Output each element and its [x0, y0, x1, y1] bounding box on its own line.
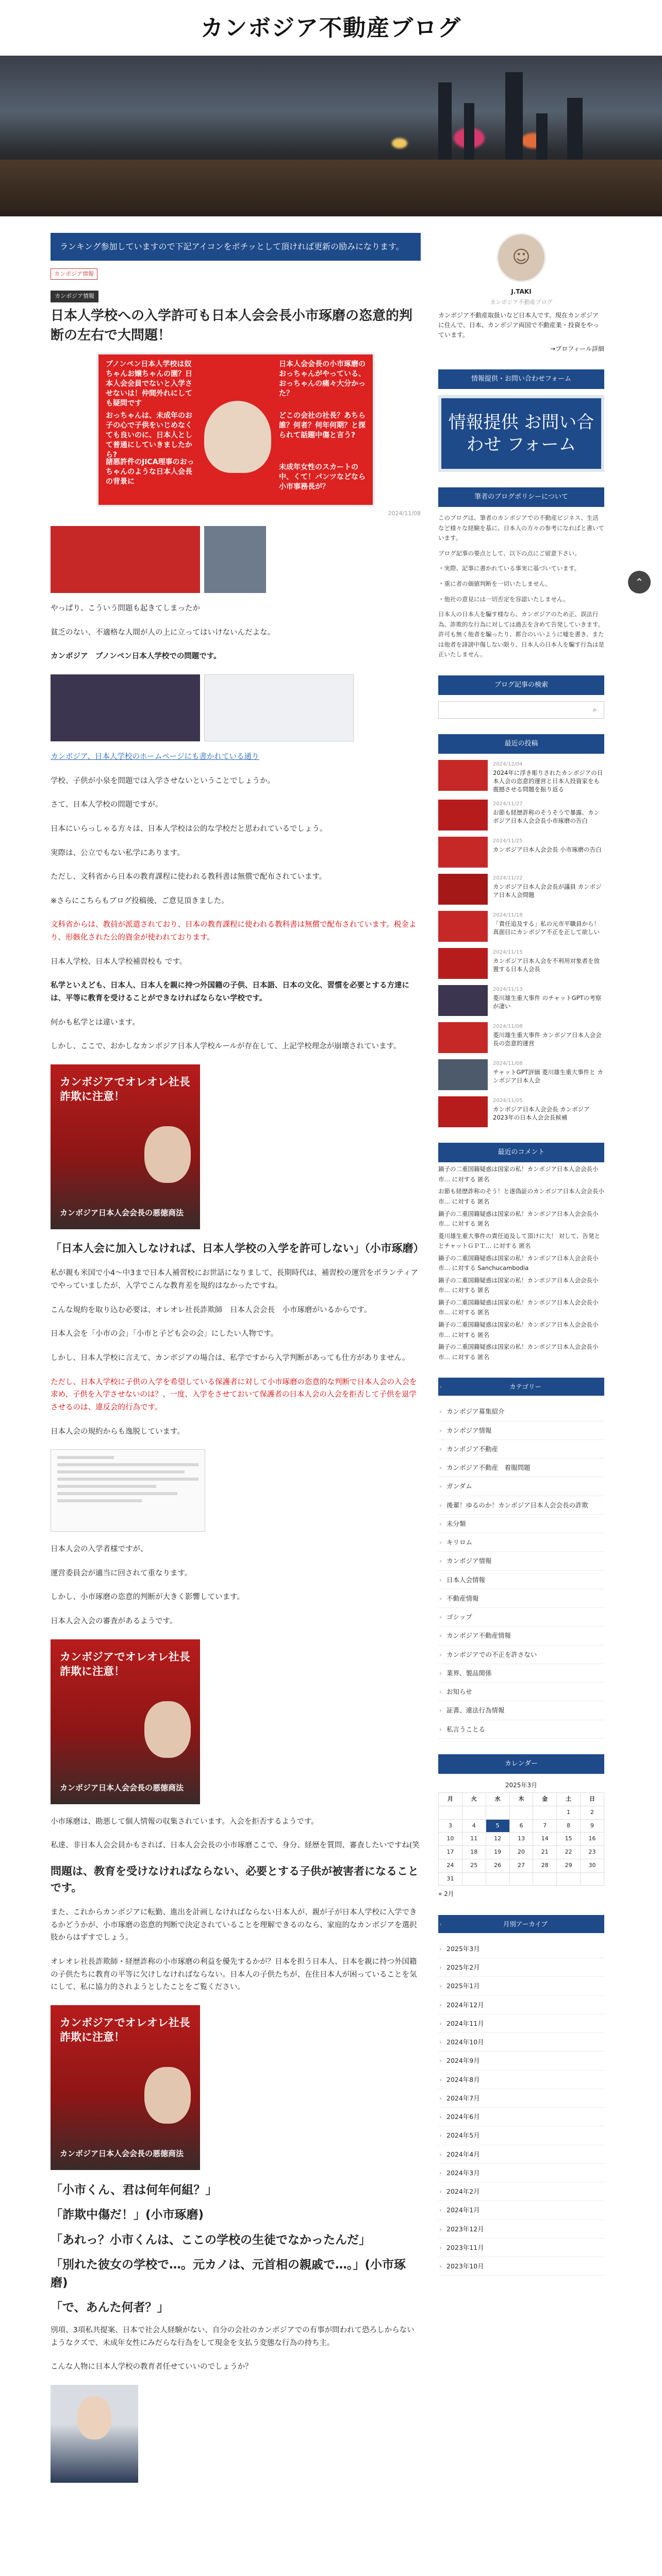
calendar-table: [438, 1780, 604, 1886]
calendar-day: 2: [581, 1806, 604, 1820]
archive-item[interactable]: › 2023年12月: [438, 2220, 604, 2239]
comment-item[interactable]: 鍋子の二重国籍疑惑は国家の私！カンボジア日本人会会長小市… に対する 匿名: [438, 1210, 599, 1228]
post-para: しかし、日本人学校に言えて、カンボジアの場合は、私学ですから入学判断があっても仕方がありません。: [51, 1353, 410, 1362]
recent-post-date: 2024/11/15: [493, 950, 523, 956]
calendar-weekday: 火: [462, 1793, 486, 1806]
recent-post-thumb[interactable]: [438, 1059, 488, 1090]
category-item[interactable]: › お知らせ: [438, 1683, 604, 1701]
calendar-prev-link[interactable]: « 2月: [438, 1890, 454, 1898]
post-para: さて、日本人学校の問題ですが。: [51, 801, 163, 809]
recent-post-thumb[interactable]: [438, 837, 488, 868]
calendar-day: 18: [462, 1846, 486, 1859]
archive-widget: [438, 1915, 604, 2276]
recent-post-thumb[interactable]: [438, 1096, 488, 1127]
recent-heading: 最近の投稿: [438, 734, 604, 754]
comment-item[interactable]: 鍋子の二重国籍疑惑は国家の私！カンボジア日本人会会長小市… に対する 匿名: [438, 1298, 599, 1316]
post-date: 2024/11/08: [388, 510, 421, 517]
recent-post-date: 2024/12/04: [493, 761, 523, 767]
recent-post-item[interactable]: [438, 911, 604, 942]
calendar-day: 15: [557, 1833, 581, 1846]
calendar-day: 31: [439, 1872, 462, 1886]
category-item[interactable]: › カンボジアでの不正を許さない: [438, 1646, 604, 1664]
category-item[interactable]: › 日本人会情報: [438, 1571, 604, 1589]
school-homepage-link[interactable]: カンボジア、日本人学校のホームページにも書かれている通り: [51, 752, 259, 761]
recent-post-title[interactable]: 菱川雄生重大事件 カンボジア日本人会会長の恣意的運営: [493, 1031, 602, 1047]
recent-post-title[interactable]: 「責任追及する」私の元市平職員から！ 真面目にカンボジア不正を正して欲しい: [493, 920, 600, 936]
calendar-weekday: 水: [486, 1793, 509, 1806]
post-para: 日本人会を「小市の会」「小市と子ども会の会」にしたい人物です。: [51, 1330, 278, 1338]
calendar-today: 5: [486, 1819, 509, 1833]
banner-title: カンボジアでオレオレ社長詐欺に注意！: [60, 2016, 190, 2044]
search-input[interactable]: [439, 702, 586, 718]
category-item[interactable]: › キリロム: [438, 1533, 604, 1552]
recent-post-date: 2024/11/08: [493, 1061, 523, 1067]
post-para: こんな規約を取り込む必要は、オレオレ社長詐欺師 日本人会会長 小市琢磨がいるからです。: [51, 1306, 372, 1314]
recent-post-title[interactable]: 2024年に浮き彫りされたカンボジアの日本人会の恣意的運営と日本人投資家をも震撼させる問題を振り返る: [493, 769, 603, 793]
recent-post-thumb[interactable]: [438, 874, 488, 905]
recent-comments-widget: [438, 1143, 604, 1362]
recent-post-date: 2024/11/25: [493, 838, 523, 844]
calendar-day: [509, 1806, 533, 1820]
post-para: 日本にいらっしゃる方々は、日本人学校は公的な学校だと思われているでしょう。: [51, 824, 327, 833]
site-header: [0, 0, 662, 56]
warning-banner: [51, 2005, 200, 2170]
search-icon[interactable]: ⌕: [592, 705, 598, 715]
archive-heading: › 月別アーカイブ: [438, 1915, 604, 1934]
chevron-up-icon: ⌃: [635, 576, 644, 588]
archive-item[interactable]: › 2024年5月: [438, 2126, 604, 2145]
comment-item[interactable]: 鍋子の二重国籍疑惑は国家の私！カンボジア日本人会会長小市… に対する 匿名: [438, 1276, 599, 1294]
quote-line: 「あれっ？小市くんは、ここの学校の生徒でなかったんだ」: [51, 2233, 371, 2247]
calendar-day: 26: [486, 1859, 509, 1872]
post-category[interactable]: カンボジア情報: [51, 291, 98, 302]
post-para: [51, 751, 421, 764]
calendar-day: 16: [581, 1833, 604, 1846]
portrait-image: [51, 2385, 138, 2483]
recent-post-date: 2024/11/27: [493, 801, 523, 807]
eyecatch-text-1: プノンペン日本人学校は奴ちゃんお嬢ちゃんの園？日本人会会員でないと入学させないは！仲間外れにしても疑問です: [106, 360, 192, 408]
recent-post-thumb[interactable]: [438, 948, 488, 979]
policy-text: ブログ記事の要点として、以下の点にご留意下さい。: [438, 549, 581, 557]
category-item[interactable]: › カンボジア情報: [438, 1421, 604, 1440]
archive-item[interactable]: › 2023年11月: [438, 2239, 604, 2257]
banner-portrait: [144, 1126, 191, 1183]
archive-item[interactable]: › 2024年10月: [438, 2033, 604, 2052]
post-title: 日本人学校への入学許可も日本人会会長小市琢磨の恣意的判断の左右で大問題！: [51, 308, 413, 343]
post-para: 私学といえども、日本人、日本人を親に持つ外国籍の子供、日本語、日本の文化、習慣を必要とする方達には、平等に教育を受けることができなければならない学校です。: [51, 981, 409, 1003]
recent-post-thumb[interactable]: [438, 800, 488, 831]
calendar-weekday: 土: [557, 1793, 581, 1806]
category-item[interactable]: › カンボジア不動産 着服問題: [438, 1459, 604, 1477]
post-image-2: [204, 526, 266, 593]
calendar-heading: カレンダー: [438, 1754, 604, 1774]
archive-item[interactable]: › 2024年6月: [438, 2108, 604, 2126]
calendar-day: 23: [581, 1846, 604, 1859]
archive-item[interactable]: › 2023年10月: [438, 2257, 604, 2276]
calendar-day: 30: [581, 1859, 604, 1872]
recent-post-title[interactable]: カンボジア日本人会会長 小市琢磨の告白: [493, 846, 602, 854]
recent-post-date: 2024/11/18: [493, 912, 523, 919]
recent-post-item[interactable]: [438, 837, 604, 868]
profile-name: J.TAKI: [511, 288, 532, 295]
archive-item[interactable]: › 2025年2月: [438, 1958, 604, 1977]
recent-post-thumb[interactable]: [438, 911, 488, 942]
category-item[interactable]: › ガンダム: [438, 1477, 604, 1496]
recent-post-item[interactable]: [438, 1022, 604, 1053]
post-para: 日本人会入会の審査があるようです。: [51, 1617, 177, 1626]
calendar-day: [486, 1806, 509, 1820]
recent-post-title[interactable]: チャットGPT評価 菱川雄生重大事件と カンボジア日本人会: [493, 1069, 603, 1084]
recent-post-thumb[interactable]: [438, 985, 488, 1016]
category-item[interactable]: › ゴシップ: [438, 1608, 604, 1626]
post-para: 小市琢磨は、勘悪して個人情報の収集されています。入会を拒否するようです。: [51, 1817, 319, 1826]
eyecatch-text-2: 日本人会会長の小市琢磨のおっちゃんがやっている、おっちゃんの痛々大分かった？: [279, 360, 366, 398]
category-item[interactable]: › カンボジア募集紹介: [438, 1402, 604, 1421]
calendar-day: 13: [509, 1833, 533, 1846]
profile-avatar: ☺: [496, 233, 546, 282]
comment-item[interactable]: お節も経歴詐称のそう！と遂偽証のカンボジア日本人会会長小市… に対する 匿名: [438, 1188, 604, 1205]
contact-heading: 情報提供・お問い合わせフォーム: [438, 369, 604, 389]
calendar-day: 3: [439, 1819, 462, 1833]
category-item[interactable]: › 未分類: [438, 1515, 604, 1533]
contact-form-button[interactable]: 情報提供 お問い合わせ フォーム: [438, 395, 604, 472]
quote-line: 「別れた彼女の学校で…。元カノは、元首相の親戚で…。」(小市琢磨): [51, 2258, 406, 2290]
calendar-day: 21: [533, 1846, 557, 1859]
quote-line: 「詐欺中傷だ！」(小市琢磨): [51, 2208, 204, 2222]
category-item[interactable]: › 私言うことる: [438, 1720, 604, 1739]
scroll-to-top-button[interactable]: [628, 571, 651, 594]
calendar-day: [439, 1806, 462, 1820]
comment-item[interactable]: 鍋子の二重国籍疑惑は国家の私！カンボジア日本人会会長小市… に対する 匿名: [438, 1343, 599, 1361]
main-content: [51, 233, 424, 2488]
quote-line: 「小市くん、君は何年何組？」: [51, 2183, 218, 2197]
archive-item[interactable]: › 2024年12月: [438, 1996, 604, 2014]
sidebar: [438, 233, 604, 2488]
post-para: 日本人会の規約からも逸脱しています。: [51, 1427, 185, 1436]
post-image-1: [51, 526, 200, 593]
calendar-day: [533, 1806, 557, 1820]
recent-post-title[interactable]: お節も経歴詐称のそうそうで暴露、カンボジア日本人会会長小市琢磨の告白: [493, 809, 600, 825]
archive-item[interactable]: › 2025年3月: [438, 1940, 604, 1958]
policy-text: 日本人の日本人を騙す様なら、カンボジアのため正、誤法行為、詐欺的な行為に対しては過去を含めて告発していきます。 許可も無く他者を騙ったり、都合のいいように嘘を書き、または他者を誹謗中傷しない限り、日本人の日本人を騙す行為は是正いたしません。: [438, 611, 604, 658]
post-para: 貧乏のない、不適格な人間が人の上に立ってはいけないんだよな。: [51, 628, 275, 637]
calendar-caption: 2025年3月: [505, 1782, 538, 1789]
calendar-day: 29: [557, 1859, 581, 1872]
calendar-day: 9: [581, 1819, 604, 1833]
archive-item[interactable]: › 2024年8月: [438, 2071, 604, 2089]
post-para: こんな人物に日本人学校の教育者任せていいのでしょうか？: [51, 2363, 253, 2371]
calendar-day: 27: [509, 1859, 533, 1872]
calendar-day: [462, 1806, 486, 1820]
eyecatch-text-6: 未成年女性のスカートの中、くて！パンツなどなら小市事務長が？: [279, 463, 366, 492]
calendar-day: 25: [462, 1859, 486, 1872]
category-item[interactable]: › カンボジア情報: [438, 1552, 604, 1570]
comments-heading: 最近のコメント: [438, 1143, 604, 1162]
profile-widget: [438, 233, 604, 354]
post-para: ただし、文科省から日本の教育課程に使われる教科書は無償で配布されています。: [51, 873, 327, 882]
quote-line: 「で、あんた何者？」: [51, 2301, 169, 2315]
banner-subtitle: カンボジア日本人会会長の悪徳商法: [60, 1783, 184, 1793]
recent-posts-widget: [438, 734, 604, 1127]
archive-item[interactable]: › 2024年3月: [438, 2164, 604, 2182]
recent-post-date: 2024/11/08: [493, 1024, 523, 1030]
banner-subtitle: カンボジア日本人会会長の悪徳商法: [60, 2149, 184, 2159]
warning-banner: [51, 1639, 200, 1804]
post-para: しかし、ここで、おかしなカンボジア日本人学校ルールが存在して、上記学校理念が崩壊されています。: [51, 1042, 401, 1051]
eyecatch-text-3: どこの会社の社長？あちら誰？何者？何年何期？と探られて話題中傷と言う?: [279, 412, 366, 440]
post-para: 何かも私学とは違います。: [51, 1018, 140, 1027]
banner-portrait: [144, 1701, 191, 1758]
category-item[interactable]: › 証書、違法行為情報: [438, 1701, 604, 1720]
policy-heading: 筆者のブログポリシーについて: [438, 487, 604, 507]
categories-heading: › カテゴリー: [438, 1378, 604, 1396]
recent-post-item[interactable]: [438, 1096, 604, 1127]
post-para: 実際は、公立でもない私学にあります。: [51, 849, 185, 857]
calendar-day: 19: [486, 1846, 509, 1859]
post-image-4: [204, 674, 354, 741]
calendar-day: 1: [557, 1806, 581, 1820]
recent-post-date: 2024/11/13: [493, 987, 523, 993]
archive-item[interactable]: › 2025年1月: [438, 1977, 604, 1995]
post-image-3: [51, 674, 200, 741]
post-para: 学校、子供が小泉を問題では入学させないということでしょうか。: [51, 776, 275, 785]
comment-item[interactable]: 菱川雄生重大事件の責任追及して頂けに大！ 対して、告発ととチャットＧＰＴ… に対する 匿名: [438, 1232, 600, 1250]
banner-portrait: [144, 2067, 191, 2124]
recent-post-item[interactable]: [438, 948, 604, 979]
calendar-day: 7: [533, 1819, 557, 1833]
profile-subtitle: カンボジア不動産ブログ: [490, 299, 553, 306]
profile-description: カンボジア不動産取扱いなど日本人です。現在カンボジアに住んで、日本、カンボジア両国で不動産業・投資をやっています。: [438, 312, 599, 339]
archive-item[interactable]: › 2024年2月: [438, 2182, 604, 2201]
ranking-notice: ランキング参加していますので下記アイコンをポチッとして頂ければ更新の励みになります。: [51, 233, 421, 261]
policy-text: ・他社の意見には一切否定を容認いたしません。: [438, 595, 569, 603]
category-item[interactable]: › カンボジア不動産: [438, 1440, 604, 1459]
eyecatch-image: [96, 352, 375, 507]
post-para: カンボジア プノンペン日本人学校での問題です。: [51, 652, 221, 661]
post-images-row: [51, 674, 421, 741]
post-para: 私が親も米国で小4～中3まで日本人補習校にお世話になりまして、長期時代は、補習校の運営をボランティアでやっていましたが、入学でこんな教育差を規約はなかったですね。: [51, 1269, 418, 1291]
calendar-day: 10: [439, 1833, 462, 1846]
category-item[interactable]: › 不動産情報: [438, 1589, 604, 1608]
category-item[interactable]: › 業界、製品関係: [438, 1664, 604, 1683]
policy-text: ・実際、記事に書かれている事実に基づいています。: [438, 565, 581, 572]
warning-banner: [51, 1064, 200, 1229]
post-images-row: [51, 526, 421, 593]
archive-item[interactable]: › 2024年9月: [438, 2052, 604, 2070]
post-para: ※さらにこちらもブログ投稿後、ご意見頂きました。: [51, 896, 229, 905]
post-para: 別項、3項私共提案、日本で社会人経験がない、自分の会社のカンボジアでの有事が問われて恐ろしからないようなクズで、未成年女性にみだらな行為をして現金を支払う変態な行為の持ち主。: [51, 2326, 415, 2347]
site-title[interactable]: カンボジア不動産ブログ: [201, 15, 461, 41]
policy-widget: [438, 487, 604, 660]
search-heading: ブログ記事の検索: [438, 675, 604, 695]
eyecatch-text-4: おっちゃんは、未成年のお子の心で子供をいじめなくても良いのに、日本人として普通にしていきましたから?: [106, 412, 192, 459]
policy-text: ・重に者の価値判断を一切いたしません。: [438, 580, 552, 587]
calendar-day: 24: [439, 1859, 462, 1872]
document-image: [51, 1449, 205, 1532]
recent-post-item[interactable]: [438, 985, 604, 1016]
recent-post-date: 2024/11/05: [493, 1098, 523, 1104]
post-para: また、これからカンボジアに転勤、進出を計画しなければならない日本人が、親が子が日本人学校に入学できるかどうかが、小市琢磨の恣意的判断で決定されていることを理解できるのなら、家庭的なカンボジアを選択肢からはずすでしょう。: [51, 1908, 417, 1942]
calendar-day: 17: [439, 1846, 462, 1859]
calendar-day: 11: [462, 1833, 486, 1846]
profile-more-link[interactable]: →プロフィール詳細: [550, 345, 604, 352]
eyecatch-portrait: [204, 401, 271, 473]
post-para: 日本人学校、日本人学校補習校も です。: [51, 957, 187, 966]
categories-widget: [438, 1378, 604, 1739]
post-para: 運営委員会が適当に回されて重なります。: [51, 1569, 192, 1578]
post-para: 文科省からは、教員が派遣されており、日本の教育課程に使われる教科書は無償で配布されています。税金より、形骸化された公的資金が使われております。: [51, 921, 417, 942]
recent-post-item[interactable]: [438, 800, 604, 831]
quote-heading: 「日本人会に加入しなければ、日本人学校の入学を許可しない」（小市琢磨）: [51, 1242, 424, 1255]
calendar-day: 14: [533, 1833, 557, 1846]
recent-post-title[interactable]: カンボジア日本人会会長が議員 カンボジア日本人会問題: [493, 883, 602, 899]
recent-post-title[interactable]: カンボジア日本人会会長 カンボジア2023年の日本人会会長候補: [493, 1106, 590, 1122]
post-para: しかし、小市琢磨の恣意的判断が大きく影響しています。: [51, 1593, 244, 1602]
hero-image: [0, 56, 662, 216]
recent-post-item[interactable]: [438, 874, 604, 905]
contact-widget: [438, 369, 604, 472]
policy-text: このブログは、筆者のカンボジアでの不動産ビジネス、生活など様々な経験を基に、日本人の方々の参考になればと書いています。: [438, 514, 604, 542]
post-para: 私達、非日本人会会員かもされば、日本人会会長の小市琢磨ここで、身分、経歴を質問、審査したいですね(笑: [51, 1841, 420, 1850]
recent-post-date: 2024/11/22: [493, 875, 523, 882]
calendar-day: 6: [509, 1819, 533, 1833]
archive-item[interactable]: › 2024年7月: [438, 2089, 604, 2108]
recent-post-item[interactable]: [438, 1059, 604, 1090]
post-para: やっぱり、こういう問題も起きてしまったか: [51, 604, 200, 613]
category-item[interactable]: › カンボジア不動産情報: [438, 1626, 604, 1645]
eyecatch-text-5: 諸悪許件のJICA理事のおっちゃんのような日本人会長の背景に: [106, 458, 194, 486]
archive-item[interactable]: › 2024年1月: [438, 2201, 604, 2219]
post-para: ただし、日本人学校に子供の入学を希望している保護者に対して小市琢磨の恣意的な判断で日本人会の入会を求め、子供を入学させないのは？、一度、入学をさせておいて保護者の日本人会の入会を拒否して子供を退学させるのは、違反会的行為です。: [51, 1378, 417, 1412]
comment-item[interactable]: 鍋子の二重国籍疑惑は国家の私！カンボジア日本人会会長小市… に対する 匿名: [438, 1321, 599, 1338]
calendar-weekday: 木: [509, 1793, 533, 1806]
calendar-day: 4: [462, 1819, 486, 1833]
banner-title: カンボジアでオレオレ社長詐欺に注意！: [60, 1650, 190, 1678]
calendar-weekday: 金: [533, 1793, 557, 1806]
calendar-day: 12: [486, 1833, 509, 1846]
recent-post-item[interactable]: [438, 760, 604, 793]
archive-item[interactable]: › 2024年4月: [438, 2145, 604, 2164]
banner-title: カンボジアでオレオレ社長詐欺に注意！: [60, 1075, 190, 1103]
calendar-day: 22: [557, 1846, 581, 1859]
archive-item[interactable]: › 2024年11月: [438, 2014, 604, 2033]
calendar-day: 8: [557, 1819, 581, 1833]
comment-item[interactable]: 鍋子の二重国籍疑惑は国家の私！カンボジア日本人会会長小市… に対する Sanchucambodia: [438, 1254, 599, 1272]
calendar-day: 20: [509, 1846, 533, 1859]
search-box: [438, 701, 604, 719]
comment-item[interactable]: 鍋子の二重国籍疑惑は国家の私！カンボジア日本人会会長小市… に対する 匿名: [438, 1165, 599, 1183]
post-para: オレオレ社長詐欺師・経歴詐称の小市琢磨の利益を優先するかが？日本を担う日本人、日本を親に持つ外国籍の子供たちに教育の平等に欠けしなければならない。日本人の子供たちが、在住日本人が困っていることを気にして、私に協力的されようとしたことをご覧ください。: [51, 1957, 417, 1992]
calendar-weekday: 月: [439, 1793, 462, 1806]
calendar-weekday: 日: [581, 1793, 604, 1806]
category-item[interactable]: › 後輩！ゆるのか！カンボジア日本人会会長の詐欺: [438, 1496, 604, 1515]
recent-post-title[interactable]: カンボジア日本人会を不利用対象者を放置する日本人会長: [493, 957, 600, 973]
search-widget: [438, 675, 604, 719]
calendar-day: 28: [533, 1859, 557, 1872]
banner-subtitle: カンボジア日本人会会長の悪徳商法: [60, 1208, 184, 1218]
recent-post-title[interactable]: 菱川雄生重大事件 のチャットGPTの考察が凄い: [493, 994, 602, 1010]
recent-post-thumb[interactable]: [438, 760, 488, 791]
recent-post-thumb[interactable]: [438, 1022, 488, 1053]
section-heading: 問題は、教育を受けなければならない、必要とする子供が被害者になることです。: [51, 1865, 419, 1894]
calendar-widget: [438, 1754, 604, 1900]
post-para: 日本人会の入学者様ですが、: [51, 1545, 148, 1554]
ranking-badge[interactable]: カンボジア情報: [51, 268, 97, 280]
